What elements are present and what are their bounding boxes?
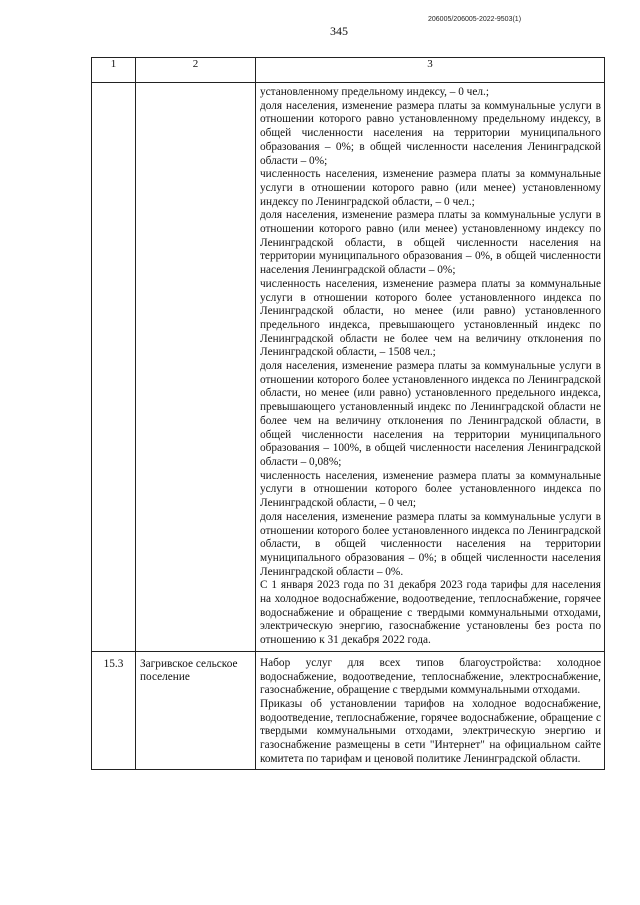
header-col-2: 2 <box>136 58 256 83</box>
paragraph: численность населения, изменение размера платы за коммунальные услуги в отношении которого более установленного индекса по Ленинградской области, – 0 чел; <box>260 469 601 510</box>
row2-number-cell: 15.3 <box>92 651 136 770</box>
paragraph: С 1 января 2023 года по 31 декабря 2023 года тарифы для населения на холодное водоснабжение, водоотведение, теплоснабжение, горячее водоснабжение и обращение с твердыми коммунальными отходами, электрическую энергию, газоснабжение установлены без роста по отношению к 31 декабря 2022 года. <box>260 579 601 647</box>
table-row <box>92 651 605 770</box>
paragraph: доля населения, изменение размера платы за коммунальные услуги в отношении которого равно установленному предельному индексу, в общей численности населения на территории муниципального образования – 0%; в общей численности населения Ленинградской области – 0%; <box>260 99 601 167</box>
row1-settlement-cell <box>136 83 256 652</box>
tariff-table <box>91 57 605 770</box>
header-col-1: 1 <box>92 58 136 83</box>
page-number: 345 <box>330 24 348 38</box>
paragraph: доля населения, изменение размера платы за коммунальные услуги в отношении которого более установленного индекса по Ленинградской области, в общей численности населения на территории муниципального образования – 0%; в общей численности населения Ленинградской области – 0%. <box>260 510 601 578</box>
row2-settlement-cell: Загривское сельское поселение <box>136 651 256 770</box>
row2-description-cell <box>256 651 605 770</box>
table-header-row <box>92 58 605 83</box>
paragraph: Приказы об установлении тарифов на холодное водоснабжение, водоотведение, теплоснабжение, горячее водоснабжение, обращение с твердыми коммунальными отходами, электрическую энергию и газоснабжение размещены в сети "Интернет" на официальном сайте комитета по тарифам и ценовой политике Ленинградской области. <box>260 697 601 765</box>
paragraph: численность населения, изменение размера платы за коммунальные услуги в отношении которого равно (или менее) установленному индексу по Ленинградской области, – 0 чел.; <box>260 168 601 208</box>
table-row <box>92 83 605 652</box>
paragraph: численность населения, изменение размера платы за коммунальные услуги в отношении которого более установленного индекса по Ленинградской области, но менее (или равно) установленного предельного индекса, превышающего установленный индекс по Ленинградской области не более чем на величину отклонения по Ленинградской области, – 1508 чел.; <box>260 277 601 359</box>
paragraph: установленному предельному индексу, – 0 чел.; <box>260 86 489 98</box>
header-col-3: 3 <box>256 58 605 83</box>
paragraph: доля населения, изменение размера платы за коммунальные услуги в отношении которого равно (или менее) установленному индексу по Ленинградской области, в общей численности населения на территории муниципального образования – 0%, в общей численности населения Ленинградской области – 0%; <box>260 209 601 277</box>
row1-number-cell <box>92 83 136 652</box>
row1-description-cell <box>256 83 605 652</box>
paragraph: доля населения, изменение размера платы за коммунальные услуги в отношении которого более установленного индекса по Ленинградской области, но менее (или равно) установленного предельного индекса, превышающего установленный индекс по Ленинградской области не более чем на величину отклонения по Ленинградской области, в общей численности населения на территории муниципального образования – 100%, в общей численности населения Ленинградской области – 0,08%; <box>260 360 601 468</box>
paragraph: Набор услуг для всех типов благоустройства: холодное водоснабжение, водоотведение, теплоснабжение, электроснабжение, газоснабжение, обращение с твердыми коммунальными отходами. <box>260 656 601 697</box>
document-code: 206005/206005-2022-9503(1) <box>428 16 522 23</box>
